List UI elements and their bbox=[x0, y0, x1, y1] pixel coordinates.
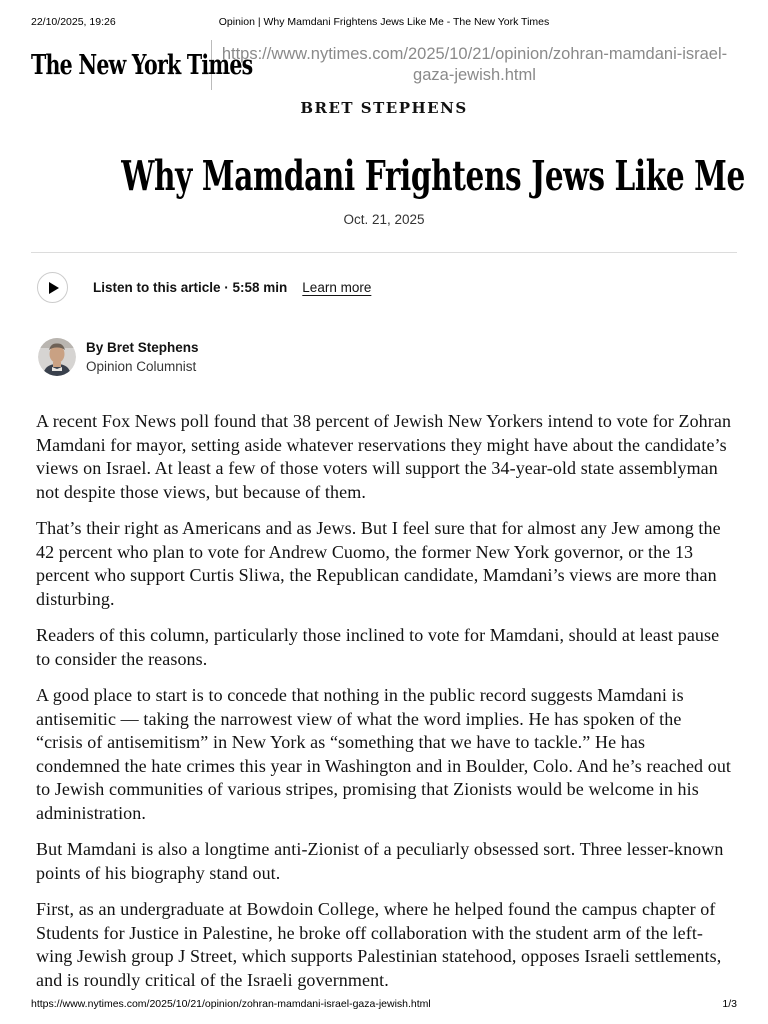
print-footer bbox=[31, 998, 737, 1010]
article-paragraph: That’s their right as Americans and as Jews. But I feel sure that for almost any Jew among the 42 percent who plan to vote for Andrew Cuomo, the former New York governor, or the 13 percent who support Curtis Sliwa, the Republican candidate, Mamdani’s views are more than disturbing. bbox=[36, 518, 721, 609]
publish-date: Oct. 21, 2025 bbox=[343, 212, 425, 227]
listen-play-button[interactable] bbox=[37, 272, 68, 303]
byline-author: By Bret Stephens bbox=[86, 340, 199, 355]
learn-more-link[interactable]: Learn more bbox=[302, 280, 372, 295]
listen-bar bbox=[37, 272, 371, 303]
article-headline: Why Mamdani Frightens Jews Like Me bbox=[121, 152, 745, 200]
article-paragraph: Readers of this column, particularly those inclined to vote for Mamdani, should at least pause to consider the reasons. bbox=[36, 625, 720, 669]
article-body bbox=[36, 410, 732, 1005]
masthead bbox=[31, 40, 737, 90]
nyt-logo[interactable]: The New York Times bbox=[31, 49, 253, 81]
article-paragraph: A good place to start is to concede that nothing in the public record suggests Mamdani is antisemitic — taking the narrowest view of what the word implies. He has spoken of the “crisis of antisemitism” in New York as “something that we have to tackle.” He has condemned the hate crimes this year in Washington and in Boulder, Colo. And he’s reached out to Jewish communities of various stripes, promising that Zionists would be welcome in his administration. bbox=[36, 685, 732, 823]
print-header bbox=[31, 16, 737, 30]
author-avatar-image bbox=[38, 338, 76, 376]
divider-rule bbox=[31, 252, 737, 253]
column-kicker: BRET STEPHENS bbox=[300, 99, 468, 117]
print-doc-title: Opinion | Why Mamdani Frightens Jews Like Me - The New York Times bbox=[218, 16, 550, 28]
article-paragraph: A recent Fox News poll found that 38 percent of Jewish New Yorkers intend to vote for Zohran Mamdani for mayor, setting aside whatever reservations they might have about the candidate’s views on Israel. At least a few of those voters will support the 34-year-old state assemblyman not despite those views, but because of them. bbox=[36, 411, 732, 502]
listen-label: Listen to this article · 5:58 min bbox=[93, 280, 288, 295]
footer-url: https://www.nytimes.com/2025/10/21/opinion/zohran-mamdani-israel-gaza-jewish.html bbox=[31, 998, 431, 1010]
article-url: https://www.nytimes.com/2025/10/21/opinion/zohran-mamdani-israel-gaza-jewish.html bbox=[221, 45, 728, 84]
article-paragraph: But Mamdani is also a longtime anti-Zionist of a peculiarly obsessed sort. Three lesser-known points of his biography stand out. bbox=[36, 839, 724, 883]
byline bbox=[38, 338, 199, 376]
play-icon bbox=[49, 282, 59, 294]
article-paragraph: First, as an undergraduate at Bowdoin College, where he helped found the campus chapter of Students for Justice in Palestine, he broke off collaboration with the student arm of the left-wing Jewish group J Street, which supports Palestinian statehood, opposes Israeli settlements, and is roundly critical of the Israeli government. bbox=[36, 899, 722, 990]
author-avatar bbox=[38, 338, 76, 376]
footer-page-indicator: 1/3 bbox=[722, 998, 737, 1010]
byline-role: Opinion Columnist bbox=[86, 359, 197, 374]
print-timestamp: 22/10/2025, 19:26 bbox=[31, 16, 116, 28]
